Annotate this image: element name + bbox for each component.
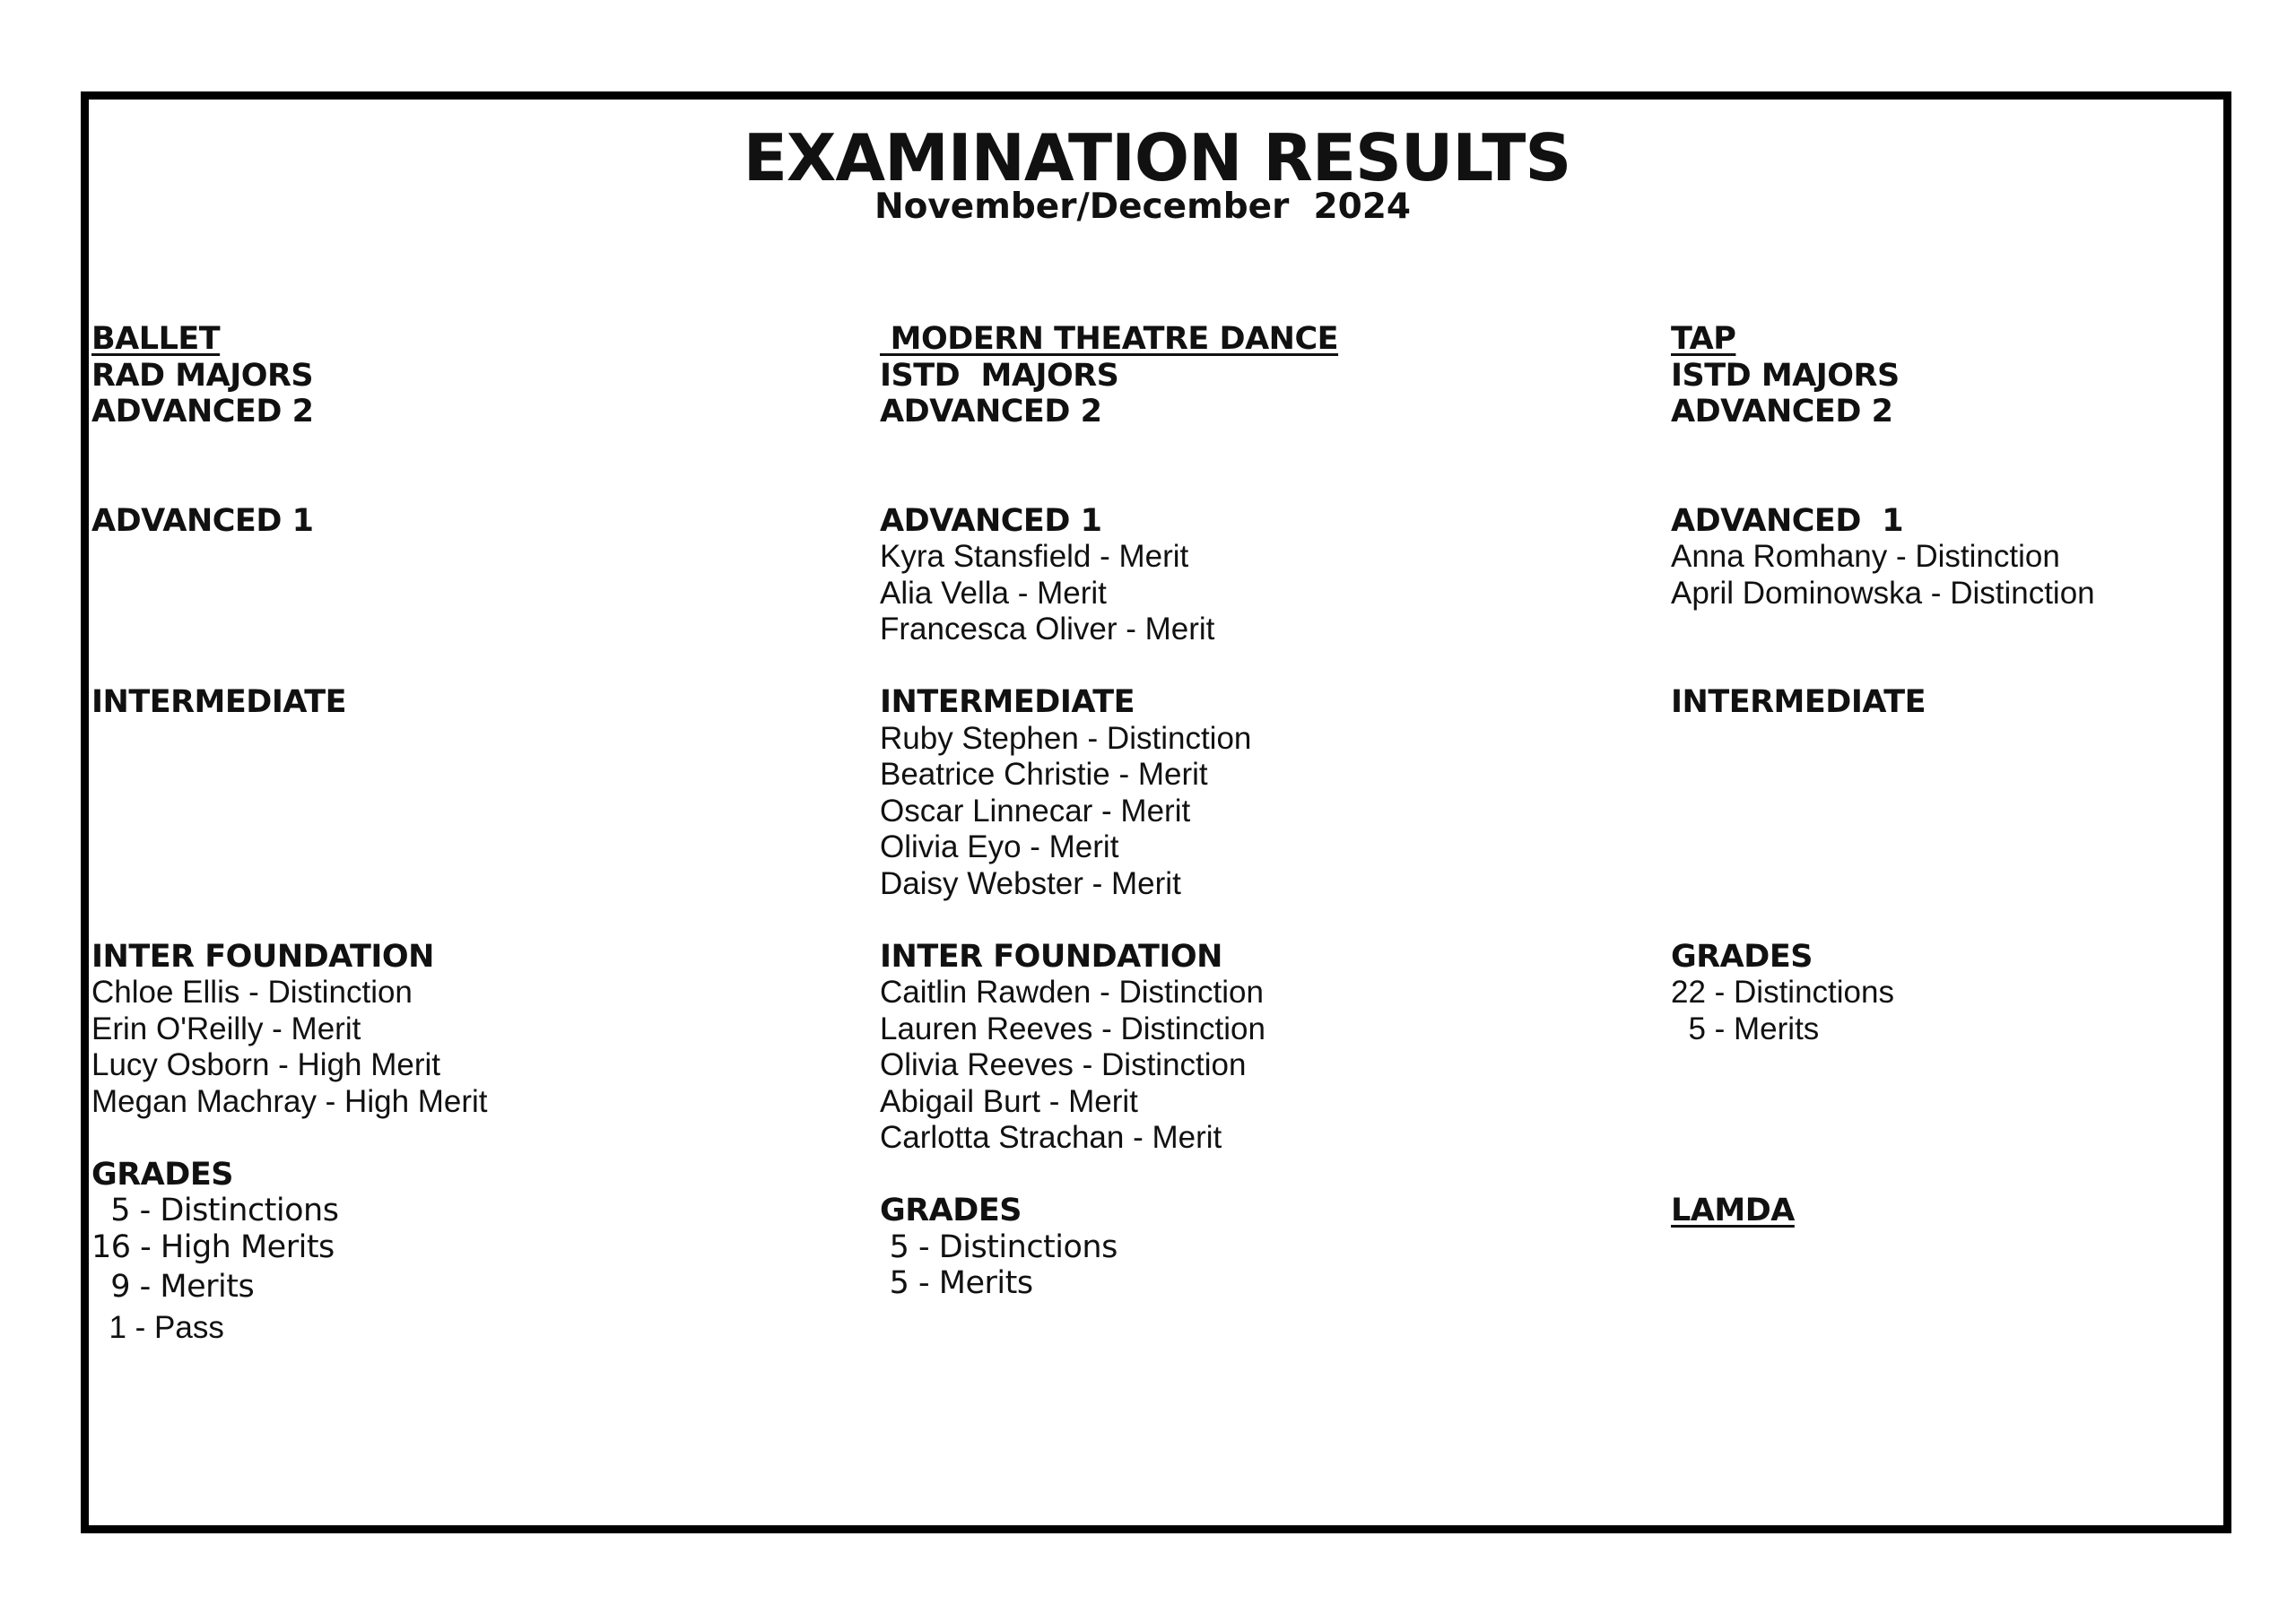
modern-board: ISTD MAJORS xyxy=(880,357,1119,394)
result-entry: Beatrice Christie - Merit xyxy=(880,757,1208,792)
tap-board: ISTD MAJORS xyxy=(1671,357,1900,394)
result-entry: Olivia Eyo - Merit xyxy=(880,829,1119,864)
page-title: EXAMINATION RESULTS xyxy=(743,120,1571,195)
result-entry: Francesca Oliver - Merit xyxy=(880,612,1215,647)
ballet-grades-label: GRADES xyxy=(91,1156,233,1193)
grade-count: 5 - Merits xyxy=(880,1265,1033,1301)
ballet-intermediate-label: INTERMEDIATE xyxy=(91,684,347,720)
ballet-advanced2-label: ADVANCED 2 xyxy=(91,394,314,430)
result-entry: Megan Machray - High Merit xyxy=(91,1083,488,1119)
page-subtitle: November/December 2024 xyxy=(874,187,1412,227)
result-entry: Erin O'Reilly - Merit xyxy=(91,1011,361,1046)
result-entry: April Dominowska - Distinction xyxy=(1671,575,2095,611)
result-entry: Oscar Linnecar - Merit xyxy=(880,793,1191,829)
grade-count: 22 - Distinctions xyxy=(1671,975,1894,1010)
modern-intermediate-label: INTERMEDIATE xyxy=(880,684,1135,720)
grade-count: 1 - Pass xyxy=(91,1309,224,1345)
result-entry: Ruby Stephen - Distinction xyxy=(880,720,1252,756)
result-entry: Abigail Burt - Merit xyxy=(880,1083,1138,1119)
modern-grades-label: GRADES xyxy=(880,1193,1022,1228)
tap-intermediate-label: INTERMEDIATE xyxy=(1671,684,1926,720)
modern-advanced2-label: ADVANCED 2 xyxy=(880,394,1102,430)
ballet-inter-foundation-label: INTER FOUNDATION xyxy=(91,938,434,975)
tap-advanced2-label: ADVANCED 2 xyxy=(1671,394,1893,430)
grade-count: 5 - Merits xyxy=(1671,1011,1820,1046)
result-entry: Lauren Reeves - Distinction xyxy=(880,1011,1265,1046)
result-entry: Anna Romhany - Distinction xyxy=(1671,539,2060,574)
tap-column xyxy=(1671,321,2296,1229)
result-entry: Caitlin Rawden - Distinction xyxy=(880,975,1264,1010)
modern-column xyxy=(880,321,1615,1302)
modern-heading: MODERN THEATRE DANCE xyxy=(880,321,1339,357)
result-entry: Chloe Ellis - Distinction xyxy=(91,975,413,1010)
ballet-board: RAD MAJORS xyxy=(91,357,314,394)
result-entry: Kyra Stansfield - Merit xyxy=(880,539,1189,574)
ballet-heading: BALLET xyxy=(91,321,221,357)
tap-grades-label: GRADES xyxy=(1671,938,1813,975)
grade-count: 16 - High Merits xyxy=(91,1228,335,1265)
ballet-advanced1-label: ADVANCED 1 xyxy=(91,502,314,539)
result-entry: Alia Vella - Merit xyxy=(880,575,1107,611)
result-entry: Olivia Reeves - Distinction xyxy=(880,1047,1247,1082)
grade-count: 5 - Distinctions xyxy=(91,1193,339,1228)
ballet-column xyxy=(91,321,827,1346)
result-entry: Carlotta Strachan - Merit xyxy=(880,1120,1222,1155)
grade-count: 5 - Distinctions xyxy=(880,1228,1118,1265)
tap-advanced1-label: ADVANCED 1 xyxy=(1671,502,1904,539)
result-entry: Daisy Webster - Merit xyxy=(880,865,1181,901)
grade-count: 9 - Merits xyxy=(91,1269,255,1305)
result-entry: Lucy Osborn - High Merit xyxy=(91,1047,441,1082)
modern-advanced1-label: ADVANCED 1 xyxy=(880,502,1102,539)
tap-lamda-heading: LAMDA xyxy=(1671,1193,1795,1228)
tap-heading: TAP xyxy=(1671,321,1736,357)
modern-inter-foundation-label: INTER FOUNDATION xyxy=(880,938,1222,975)
